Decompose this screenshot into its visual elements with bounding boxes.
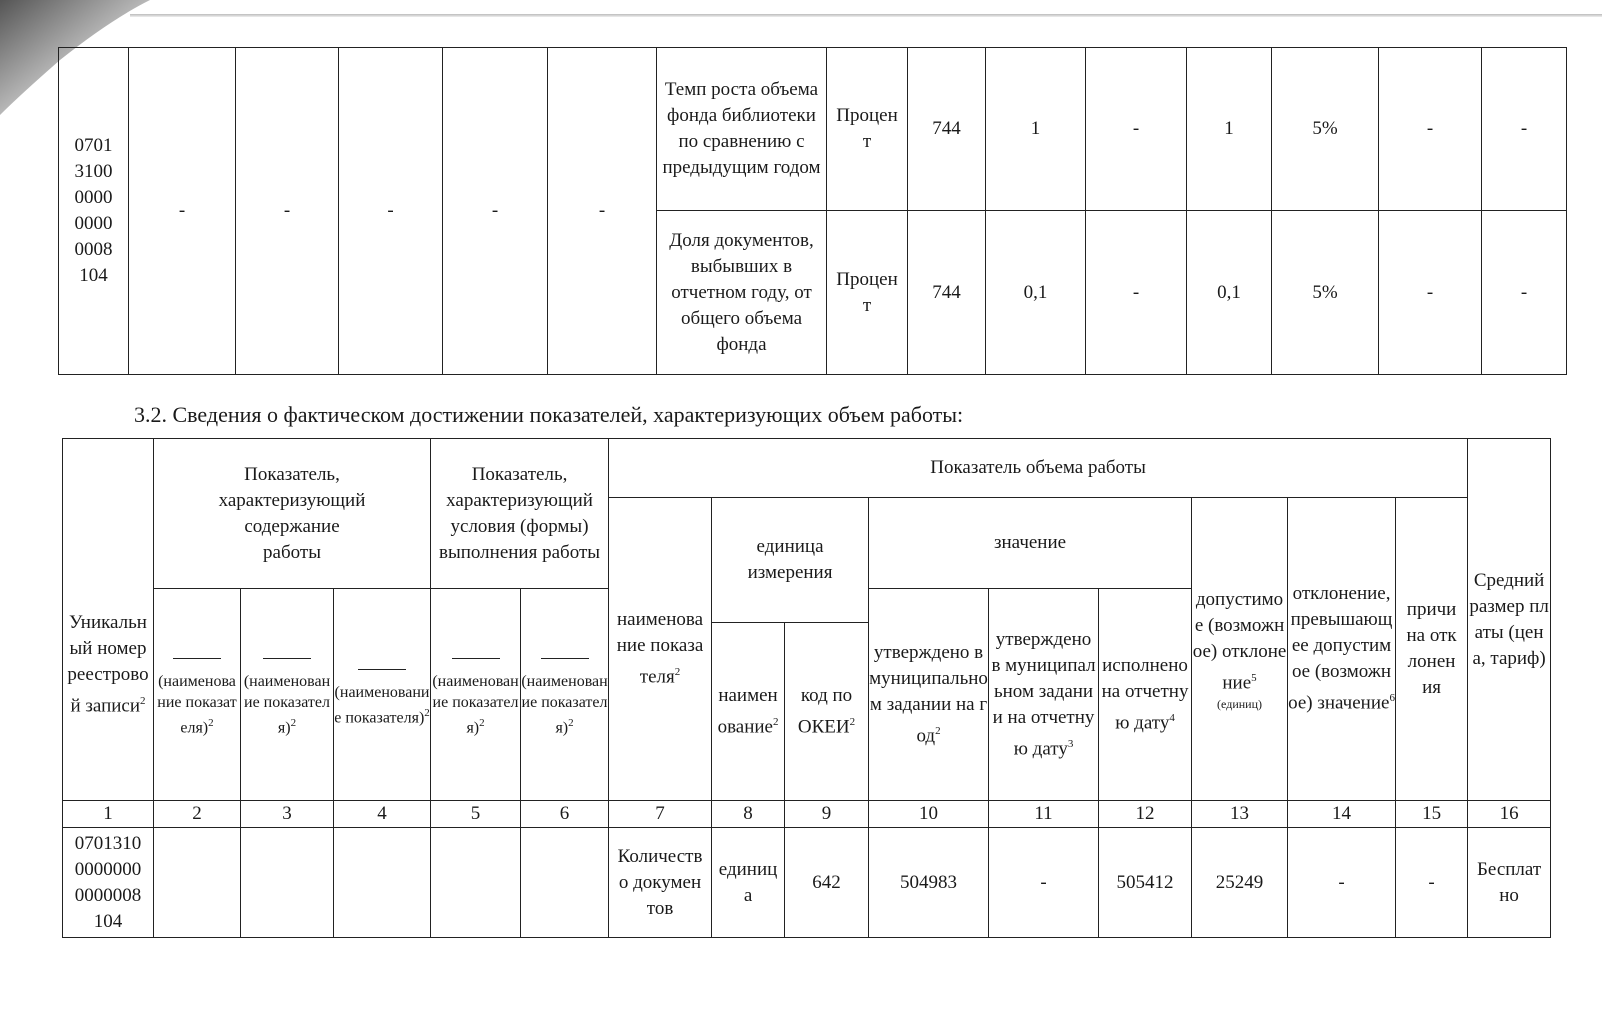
reason: - <box>1482 211 1567 375</box>
reason: - <box>1482 48 1567 211</box>
approved-date: - <box>1086 48 1187 211</box>
column-number: 8 <box>712 801 785 828</box>
exceed: - <box>1288 828 1396 938</box>
header-indicator-name: наименование показателя$^2$ <box>609 498 712 801</box>
header-unit-name: наименование$^2$ <box>712 623 785 801</box>
exceed: - <box>1379 211 1482 375</box>
allowed: 25249 <box>1192 828 1288 938</box>
column-number: 12 <box>1099 801 1192 828</box>
header-approved-year: утверждено в муниципальном задании на год$^2$ <box>869 589 989 801</box>
page-edge <box>130 14 1602 17</box>
price: Бесплатно <box>1468 828 1551 938</box>
dash-cell: - <box>443 48 548 375</box>
approved-year: 504983 <box>869 828 989 938</box>
column-number: 11 <box>989 801 1099 828</box>
column-number: 7 <box>609 801 712 828</box>
unit: Процент <box>827 211 908 375</box>
header-sub-4: (наименование показателя)$^2$ <box>334 589 431 801</box>
approved: 0,1 <box>986 211 1086 375</box>
header-actual: исполнено на отчетную дату$^4$ <box>1099 589 1192 801</box>
record-id: 070131000000000000008104 <box>63 828 154 938</box>
approved-date: - <box>1086 211 1187 375</box>
okei: 744 <box>908 48 986 211</box>
column-number: 14 <box>1288 801 1396 828</box>
header-reason: причина отклонения <box>1396 498 1468 801</box>
indicator-name: Темп роста объема фонда библиотеки по сравнению с предыдущим годом <box>657 48 827 211</box>
dash-cell: - <box>236 48 339 375</box>
unit-name: единица <box>712 828 785 938</box>
column-number: 5 <box>431 801 521 828</box>
header-sub-5: (наименование показателя)$^2$ <box>431 589 521 801</box>
approved-date: - <box>989 828 1099 938</box>
unit: Процент <box>827 48 908 211</box>
okei: 744 <box>908 211 986 375</box>
header-value: значение <box>869 498 1192 589</box>
section-title: 3.2. Сведения о фактическом достижении показателей, характеризующих объем работы: <box>134 402 964 427</box>
dash-cell: - <box>548 48 657 375</box>
header-sub-6: (наименование показателя)$^2$ <box>521 589 609 801</box>
indicator-quality-table <box>58 47 1567 375</box>
header-record-id: Уникальный номер реестровой записи$^2$ <box>63 439 154 801</box>
header-price: Средний размер платы (цена, тариф) <box>1468 439 1551 801</box>
actual: 0,1 <box>1187 211 1272 375</box>
column-number: 1 <box>63 801 154 828</box>
indicator-name: Доля документов, выбывших в отчетном году, от общего объема фонда <box>657 211 827 375</box>
empty-cell <box>241 828 334 938</box>
empty-cell <box>154 828 241 938</box>
reason: - <box>1396 828 1468 938</box>
column-number: 4 <box>334 801 431 828</box>
empty-cell <box>334 828 431 938</box>
table-row <box>63 828 1551 938</box>
header-allowed: допустимое (возможное) отклонение$^5$ (единиц) <box>1192 498 1288 801</box>
column-number: 3 <box>241 801 334 828</box>
empty-cell <box>521 828 609 938</box>
column-number: 16 <box>1468 801 1551 828</box>
column-number: 15 <box>1396 801 1468 828</box>
column-number: 6 <box>521 801 609 828</box>
header-exceed: отклонение, превышающее допустимое (возможное) значение$^6$ <box>1288 498 1396 801</box>
column-numbers-row <box>63 801 1551 828</box>
header-unit: единица измерения <box>712 498 869 623</box>
dash-cell: - <box>339 48 443 375</box>
allowed: 5% <box>1272 48 1379 211</box>
column-number: 13 <box>1192 801 1288 828</box>
column-number: 10 <box>869 801 989 828</box>
header-row <box>63 439 1551 498</box>
column-number: 9 <box>785 801 869 828</box>
okei: 642 <box>785 828 869 938</box>
dash-cell: - <box>129 48 236 375</box>
allowed: 5% <box>1272 211 1379 375</box>
header-sub-3: (наименование показателя)$^2$ <box>241 589 334 801</box>
table-row <box>59 48 1567 211</box>
header-okei: код по ОКЕИ$^2$ <box>785 623 869 801</box>
actual: 1 <box>1187 48 1272 211</box>
header-volume: Показатель объема работы <box>609 439 1468 498</box>
header-sub-2: (наименование показателя)$^2$ <box>154 589 241 801</box>
record-id: 0701 3100 0000 0000 0008 104 <box>59 48 129 375</box>
indicator-name: Количество документов <box>609 828 712 938</box>
header-conditions: Показатель, характеризующий условия (формы) выполнения работы <box>431 439 609 589</box>
actual: 505412 <box>1099 828 1192 938</box>
approved: 1 <box>986 48 1086 211</box>
work-volume-table <box>62 438 1551 938</box>
header-approved-date: утверждено в муниципальном задании на отчетную дату$^3$ <box>989 589 1099 801</box>
column-number: 2 <box>154 801 241 828</box>
exceed: - <box>1379 48 1482 211</box>
header-content: Показатель, характеризующий содержание работы <box>154 439 431 589</box>
empty-cell <box>431 828 521 938</box>
